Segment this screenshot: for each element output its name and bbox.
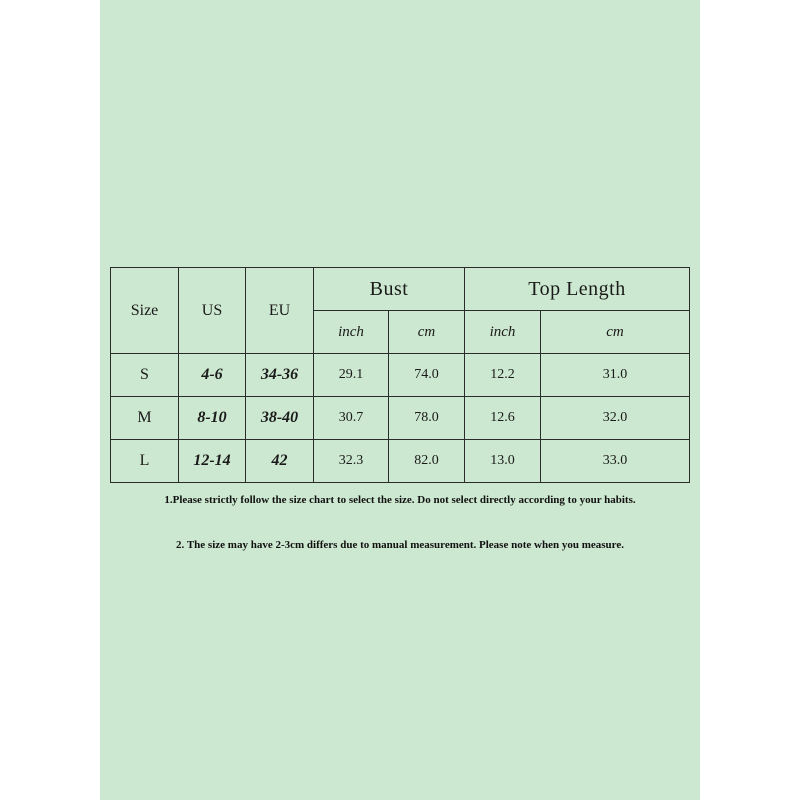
note-size-selection: 1.Please strictly follow the size chart to select the size. Do not select directly according to your habits. bbox=[164, 494, 636, 506]
header-top-length-cm: cm bbox=[541, 311, 690, 354]
size-chart-table bbox=[110, 267, 690, 483]
cell-top-length-inch: 12.6 bbox=[465, 397, 541, 440]
header-bust-cm: cm bbox=[389, 311, 465, 354]
cell-size: M bbox=[111, 397, 179, 440]
cell-bust-cm: 78.0 bbox=[389, 397, 465, 440]
cell-us: 12-14 bbox=[179, 440, 246, 483]
note-measurement-tolerance: 2. The size may have 2-3cm differs due to manual measurement. Please note when you measure. bbox=[176, 539, 624, 551]
cell-us: 8-10 bbox=[179, 397, 246, 440]
cell-eu: 38-40 bbox=[246, 397, 314, 440]
size-chart-panel bbox=[100, 0, 700, 800]
cell-bust-inch: 29.1 bbox=[314, 354, 389, 397]
header-bust-inch: inch bbox=[314, 311, 389, 354]
header-top-length: Top Length bbox=[465, 268, 690, 311]
cell-top-length-cm: 32.0 bbox=[541, 397, 690, 440]
header-eu: EU bbox=[246, 268, 314, 354]
cell-bust-inch: 30.7 bbox=[314, 397, 389, 440]
header-us: US bbox=[179, 268, 246, 354]
cell-bust-inch: 32.3 bbox=[314, 440, 389, 483]
table-row bbox=[111, 440, 690, 483]
table-row bbox=[111, 397, 690, 440]
cell-top-length-inch: 12.2 bbox=[465, 354, 541, 397]
cell-top-length-cm: 33.0 bbox=[541, 440, 690, 483]
header-top-length-inch: inch bbox=[465, 311, 541, 354]
cell-size: L bbox=[111, 440, 179, 483]
header-size: Size bbox=[111, 268, 179, 354]
cell-top-length-inch: 13.0 bbox=[465, 440, 541, 483]
table-header-row bbox=[111, 268, 690, 311]
cell-us: 4-6 bbox=[179, 354, 246, 397]
cell-size: S bbox=[111, 354, 179, 397]
table-row bbox=[111, 354, 690, 397]
cell-bust-cm: 82.0 bbox=[389, 440, 465, 483]
cell-eu: 34-36 bbox=[246, 354, 314, 397]
header-bust: Bust bbox=[314, 268, 465, 311]
cell-bust-cm: 74.0 bbox=[389, 354, 465, 397]
cell-top-length-cm: 31.0 bbox=[541, 354, 690, 397]
cell-eu: 42 bbox=[246, 440, 314, 483]
